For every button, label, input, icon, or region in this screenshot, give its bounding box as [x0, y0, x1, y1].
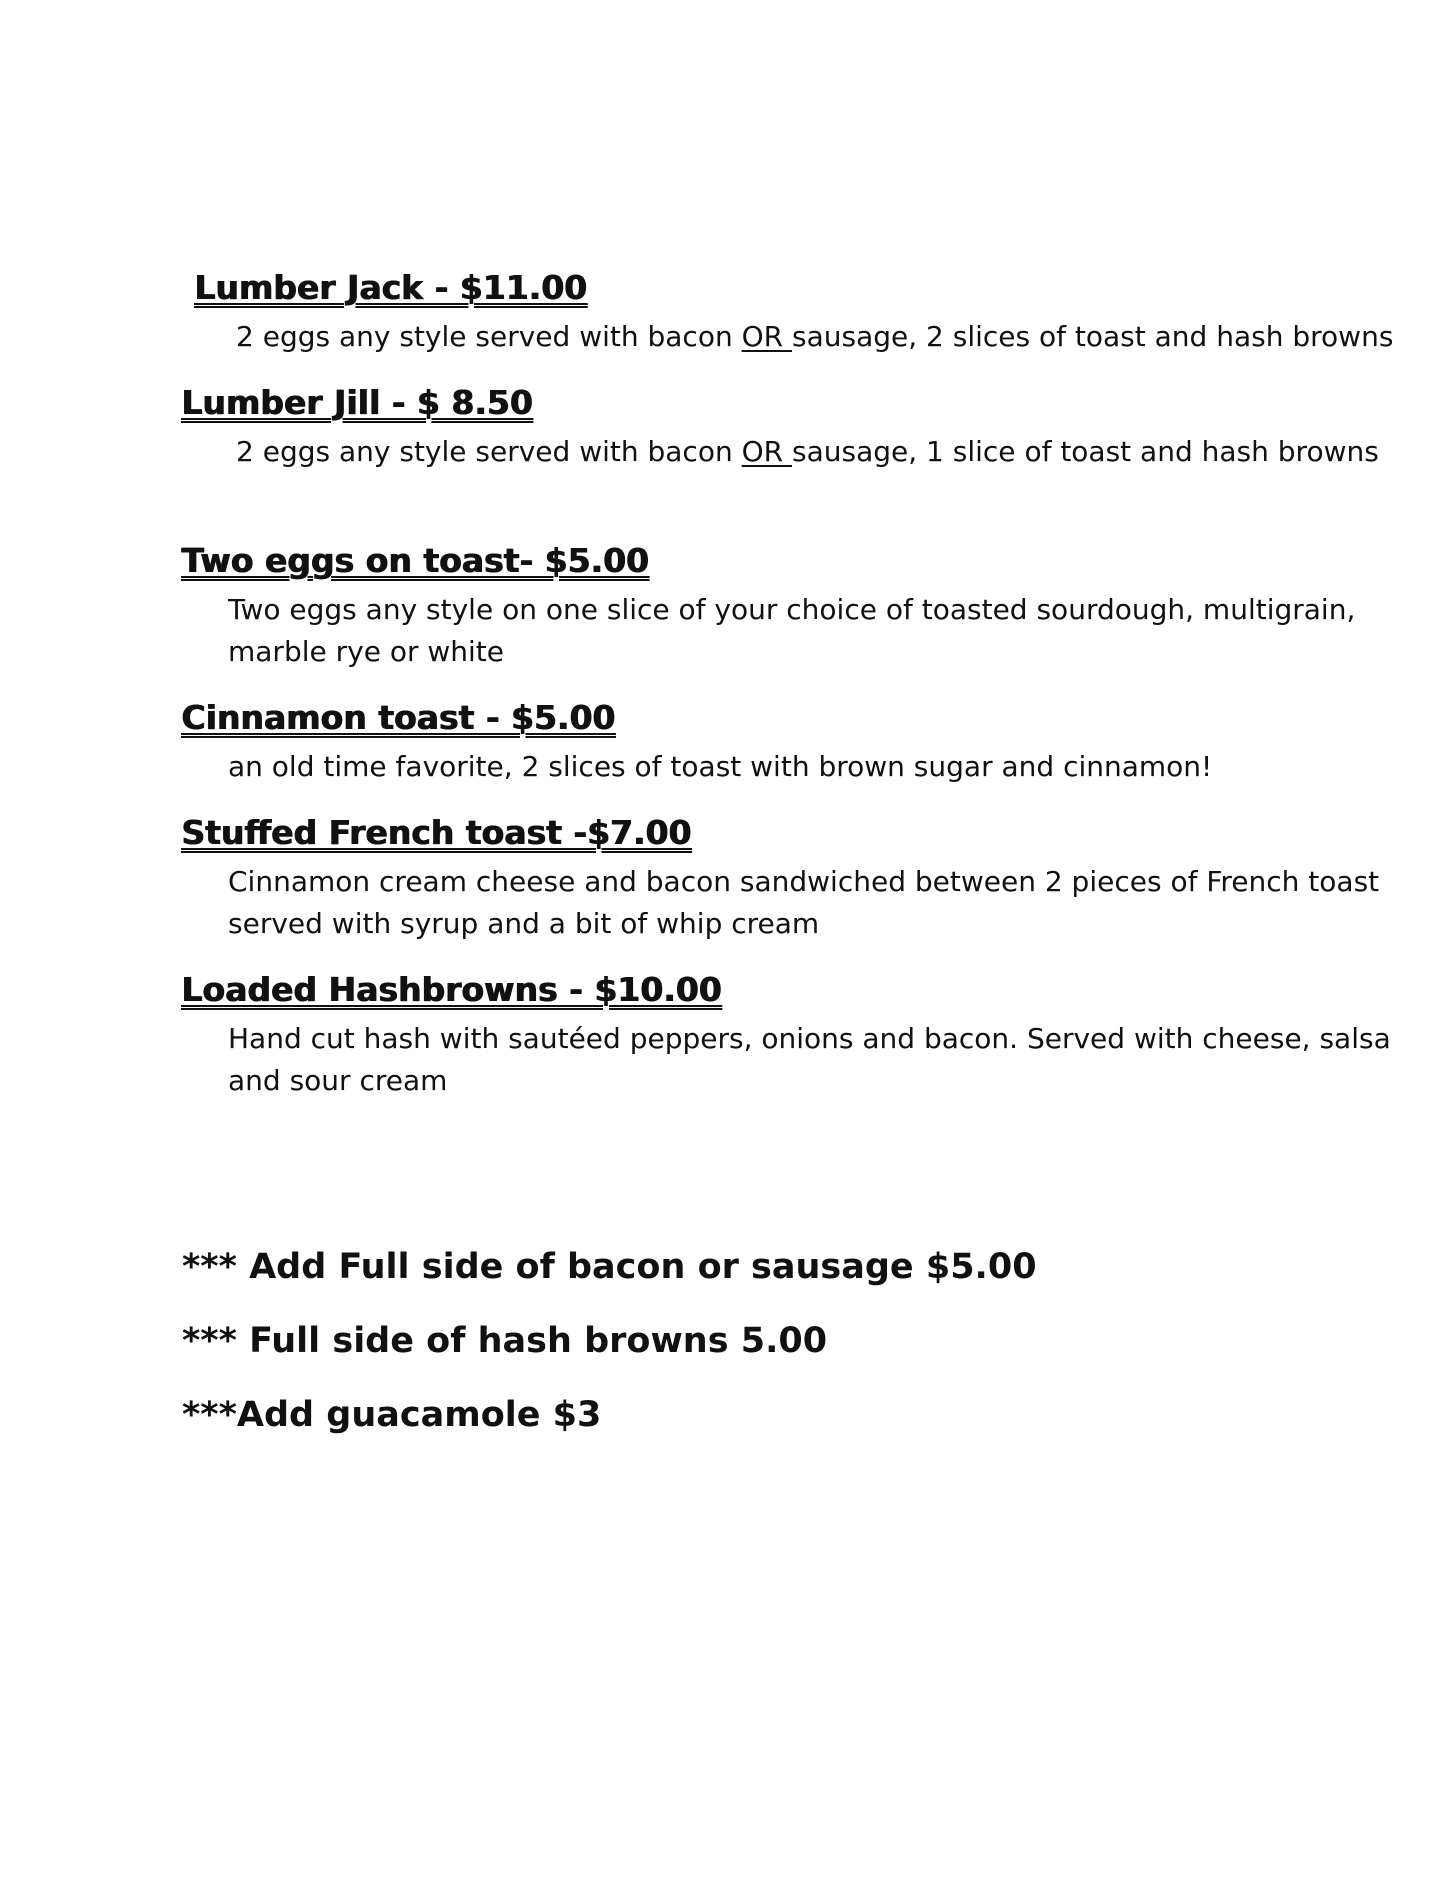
item-title-loaded-hashbrowns: Loaded Hashbrowns - $10.00	[181, 970, 722, 1009]
item-title-two-eggs-on-toast: Two eggs on toast- $5.00	[181, 541, 649, 580]
item-desc-two-eggs-line-1: Two eggs any style on one slice of your choice of toasted sourdough, multigrain,	[228, 593, 1356, 626]
item-desc-lumber-jill	[236, 431, 1379, 473]
item-desc-loaded-hashbrowns-line-2: and sour cream	[228, 1064, 448, 1097]
item-title-lumber-jack: Lumber Jack - $11.00	[194, 268, 587, 307]
item-desc-loaded-hashbrowns-line-1: Hand cut hash with sautéed peppers, onions and bacon. Served with cheese, salsa	[228, 1022, 1391, 1055]
addon-bacon-sausage: *** Add Full side of bacon or sausage $5.00	[182, 1247, 1037, 1287]
item-title-cinnamon-toast: Cinnamon toast - $5.00	[181, 698, 616, 737]
item-desc-cinnamon-toast: an old time favorite, 2 slices of toast with brown sugar and cinnamon!	[228, 750, 1213, 783]
item-desc-stuffed-french-toast-line-2: served with syrup and a bit of whip cream	[228, 907, 820, 940]
desc-text: sausage, 2 slices of toast and hash browns	[792, 320, 1394, 353]
or-underlined: OR	[741, 435, 793, 468]
desc-text: 2 eggs any style served with bacon	[236, 435, 742, 468]
item-desc-stuffed-french-toast-line-1: Cinnamon cream cheese and bacon sandwiched between 2 pieces of French toast	[228, 865, 1380, 898]
or-underlined: OR	[741, 320, 793, 353]
desc-text: 2 eggs any style served with bacon	[236, 320, 742, 353]
item-title-stuffed-french-toast: Stuffed French toast -$7.00	[181, 813, 692, 852]
item-desc-lumber-jack	[236, 316, 1393, 358]
item-desc-two-eggs-line-2: marble rye or white	[228, 635, 505, 668]
addon-hash-browns: *** Full side of hash browns 5.00	[182, 1321, 828, 1361]
item-title-lumber-jill: Lumber Jill - $ 8.50	[181, 383, 533, 422]
desc-text: sausage, 1 slice of toast and hash browns	[792, 435, 1379, 468]
addon-guacamole: ***Add guacamole $3	[182, 1395, 602, 1435]
